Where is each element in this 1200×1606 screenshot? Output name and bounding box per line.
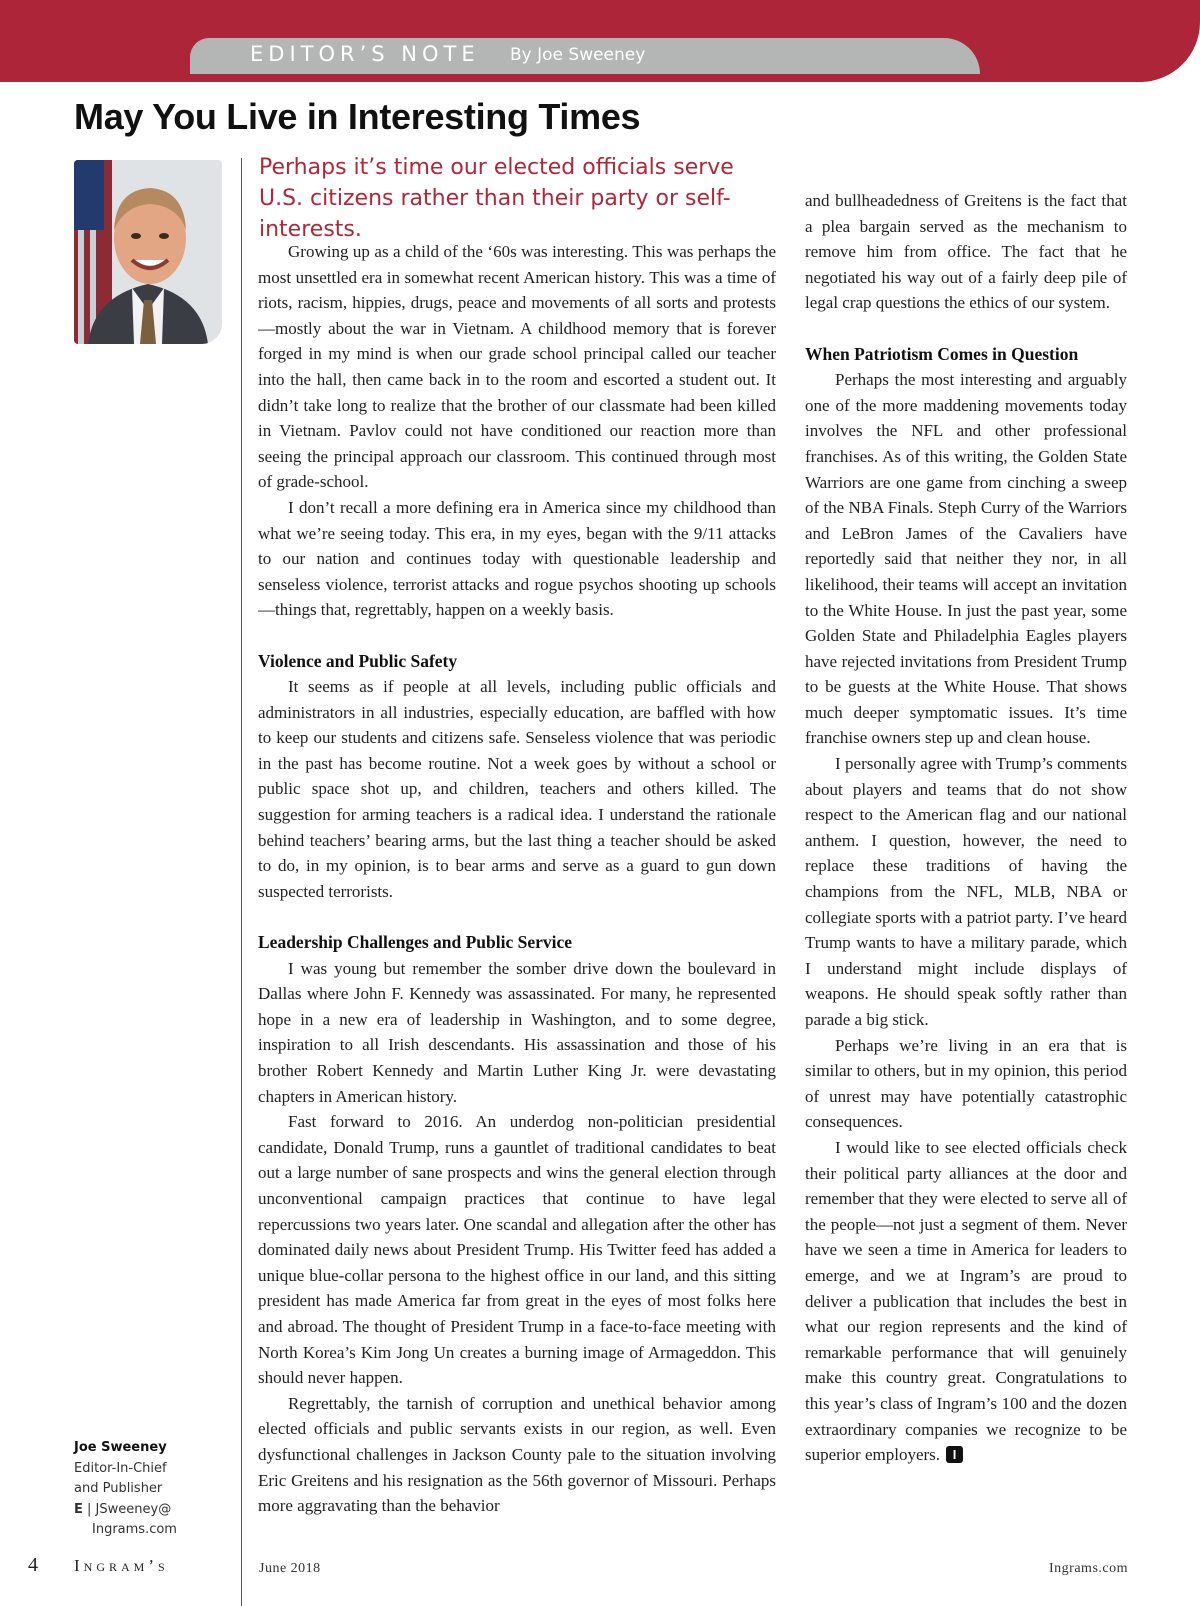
- article-deck: Perhaps it’s time our elected officials serve U.S. citizens rather than their party or self-interests.: [259, 155, 734, 242]
- subheading: Violence and Public Safety: [258, 650, 458, 671]
- body-paragraph: Regrettably, the tarnish of corruption and unethical behavior among elected officials and public servants exists in our region, as well. Even dysfunctional challenges in Jackson County pale to the situation involving Eric Greitens and his resignation as the 56th governor of Missouri. Perhaps more aggravating than the behavior: [258, 1393, 776, 1516]
- email-line2[interactable]: Ingrams.com: [92, 1522, 177, 1537]
- body-paragraph: I don’t recall a more defining era in America since my childhood than what we’re seeing today. This era, in my eyes, began with the 9/11 attacks to our nation and continues today with questionable leadership and senseless violence, terrorist attacks and rogue psychos shooting up schools—things that, regrettably, happen on a weekly basis.: [258, 497, 776, 620]
- author-title-line2: and Publisher: [74, 1481, 163, 1496]
- article-column-left: [258, 239, 776, 1519]
- body-paragraph: [805, 1135, 1127, 1468]
- body-paragraph: Perhaps we’re living in an era that is similar to others, but in my opinion, this period of unrest may have potentially catastrophic consequences.: [805, 1035, 1127, 1132]
- author-email[interactable]: E | JSweeney@: [74, 1501, 172, 1517]
- body-paragraph: It seems as if people at all levels, including public officials and administrators in all industries, especially education, are baffled with how to keep our students and citizens safe. Senseless violence that was periodic in the past has become routine. Not a week goes by without a school or public space shot up, and children, teachers and others killed. The suggestion for arming teachers is a radical idea. I understand the rationale behind teachers’ bearing arms, but the last thing a teacher should be asked to do, in my opinion, is to bear arms and serve as a guard to gun down suspected terrorists.: [258, 677, 776, 901]
- publication-name: [74, 1556, 169, 1576]
- author-card: [74, 1438, 177, 1541]
- subheading: When Patriotism Comes in Question: [805, 343, 1079, 364]
- column-divider: [241, 158, 242, 1606]
- publication-name-text: Ingram’s: [74, 1556, 169, 1575]
- body-paragraph: and bullheadedness of Greitens is the fact that a plea bargain served as the mechanism to remove him from office. The fact that he negotiated his way out of a fairly deep pile of legal crap questions the ethics of our system.: [805, 191, 1127, 313]
- email-line1: JSweeney@: [95, 1501, 172, 1517]
- author-name: Joe Sweeney: [74, 1440, 167, 1455]
- body-paragraph: Growing up as a child of the ‘60s was interesting. This was perhaps the most unsettled era in somewhat recent American history. This was a time of riots, racism, hippies, drugs, peace and movements of all sorts and protests—mostly about the war in Vietnam. A childhood memory that is forever forged in my mind is when our grade school principal called our teacher into the hall, then came back in to the room and escorted a student out. It didn’t take long to realize that the brother of our classmate had been killed in Vietnam. Pavlov could not have conditioned our reaction more than seeing the principal approach our classroom. This continued through most of grade-school.: [258, 242, 776, 492]
- end-mark-icon: I: [946, 1446, 963, 1463]
- body-paragraph: Perhaps the most interesting and arguably one of the more maddening movements today involves the NFL and other professional franchises. As of this writing, the Golden State Warriors are one game from cinching a sweep of the NBA Finals. Steph Curry of the Warriors and LeBron James of the Cavaliers have reportedly said that neither they nor, in all likelihood, their teams will accept an invitation to the White House. In just the past year, some Golden State and Philadelphia Eagles players have rejected invitations from President Trump to be guests at the White House. That shows much deeper symptomatic issues. It’s time franchise owners step up and clean house.: [805, 370, 1127, 748]
- article-column-right: [805, 188, 1127, 1468]
- subheading: Leadership Challenges and Public Service: [258, 932, 573, 953]
- byline: By Joe Sweeney: [510, 45, 646, 65]
- body-paragraph: I was young but remember the somber drive down the boulevard in Dallas where John F. Kennedy was assassinated. For many, he represented hope in a new era of leadership in Washington, and to some degree, inspiration to all Irish descendants. His assassination and those of his brother Robert Kennedy and Martin Luther King Jr. were devastating chapters in American history.: [258, 958, 776, 1106]
- author-photo: [74, 160, 222, 344]
- issue-date: June 2018: [259, 1561, 321, 1576]
- email-prefix: E: [74, 1501, 83, 1517]
- author-portrait-image: [74, 160, 222, 344]
- section-label: EDITOR’S NOTE: [250, 42, 480, 66]
- page-number: 4: [28, 1554, 38, 1576]
- article-headline: May You Live in Interesting Times: [74, 96, 641, 137]
- author-title-line1: Editor-In-Chief: [74, 1460, 167, 1476]
- closing-paragraph-text: I would like to see elected officials check their political party alliances at the door and remember that they were elected to serve all of the people—not just a segment of them. Never have we seen a time in America for leaders to emerge, and we at Ingram’s are proud to deliver a publication that includes the best in what our region represents and the kind of remarkable performance that will genuinely make this country great. Congratulations to this year’s class of Ingram’s 100 and the dozen extraordinary companies we recognize to be superior employers.: [805, 1137, 1127, 1465]
- footer-website[interactable]: Ingrams.com: [1049, 1561, 1128, 1576]
- body-paragraph: I personally agree with Trump’s comments about players and teams that do not show respect to the American flag and our national anthem. I question, however, the need to replace these traditions of having the champions from the NFL, MLB, NBA or collegiate sports with a patriot party. I’ve heard Trump wants to have a military parade, which I understand might include displays of weapons. He should speak softly rather than parade a big stick.: [805, 754, 1127, 1029]
- body-paragraph: Fast forward to 2016. An underdog non-politician presidential candidate, Donald Trump, runs a gauntlet of traditional candidates to beat out a large number of sane prospects and wins the general election through unconventional campaign practices that continue to have legal repercussions two years later. One scandal and allegation after the other has dominated daily news about President Trump. His Twitter feed has added a unique blue-collar persona to the highest office in our land, and this sitting president has made America far from great in the eyes of most folks here and abroad. The thought of President Trump in a face-to-face meeting with North Korea’s Kim Jong Un creates a burning image of Armageddon. This should never happen.: [258, 1112, 776, 1388]
